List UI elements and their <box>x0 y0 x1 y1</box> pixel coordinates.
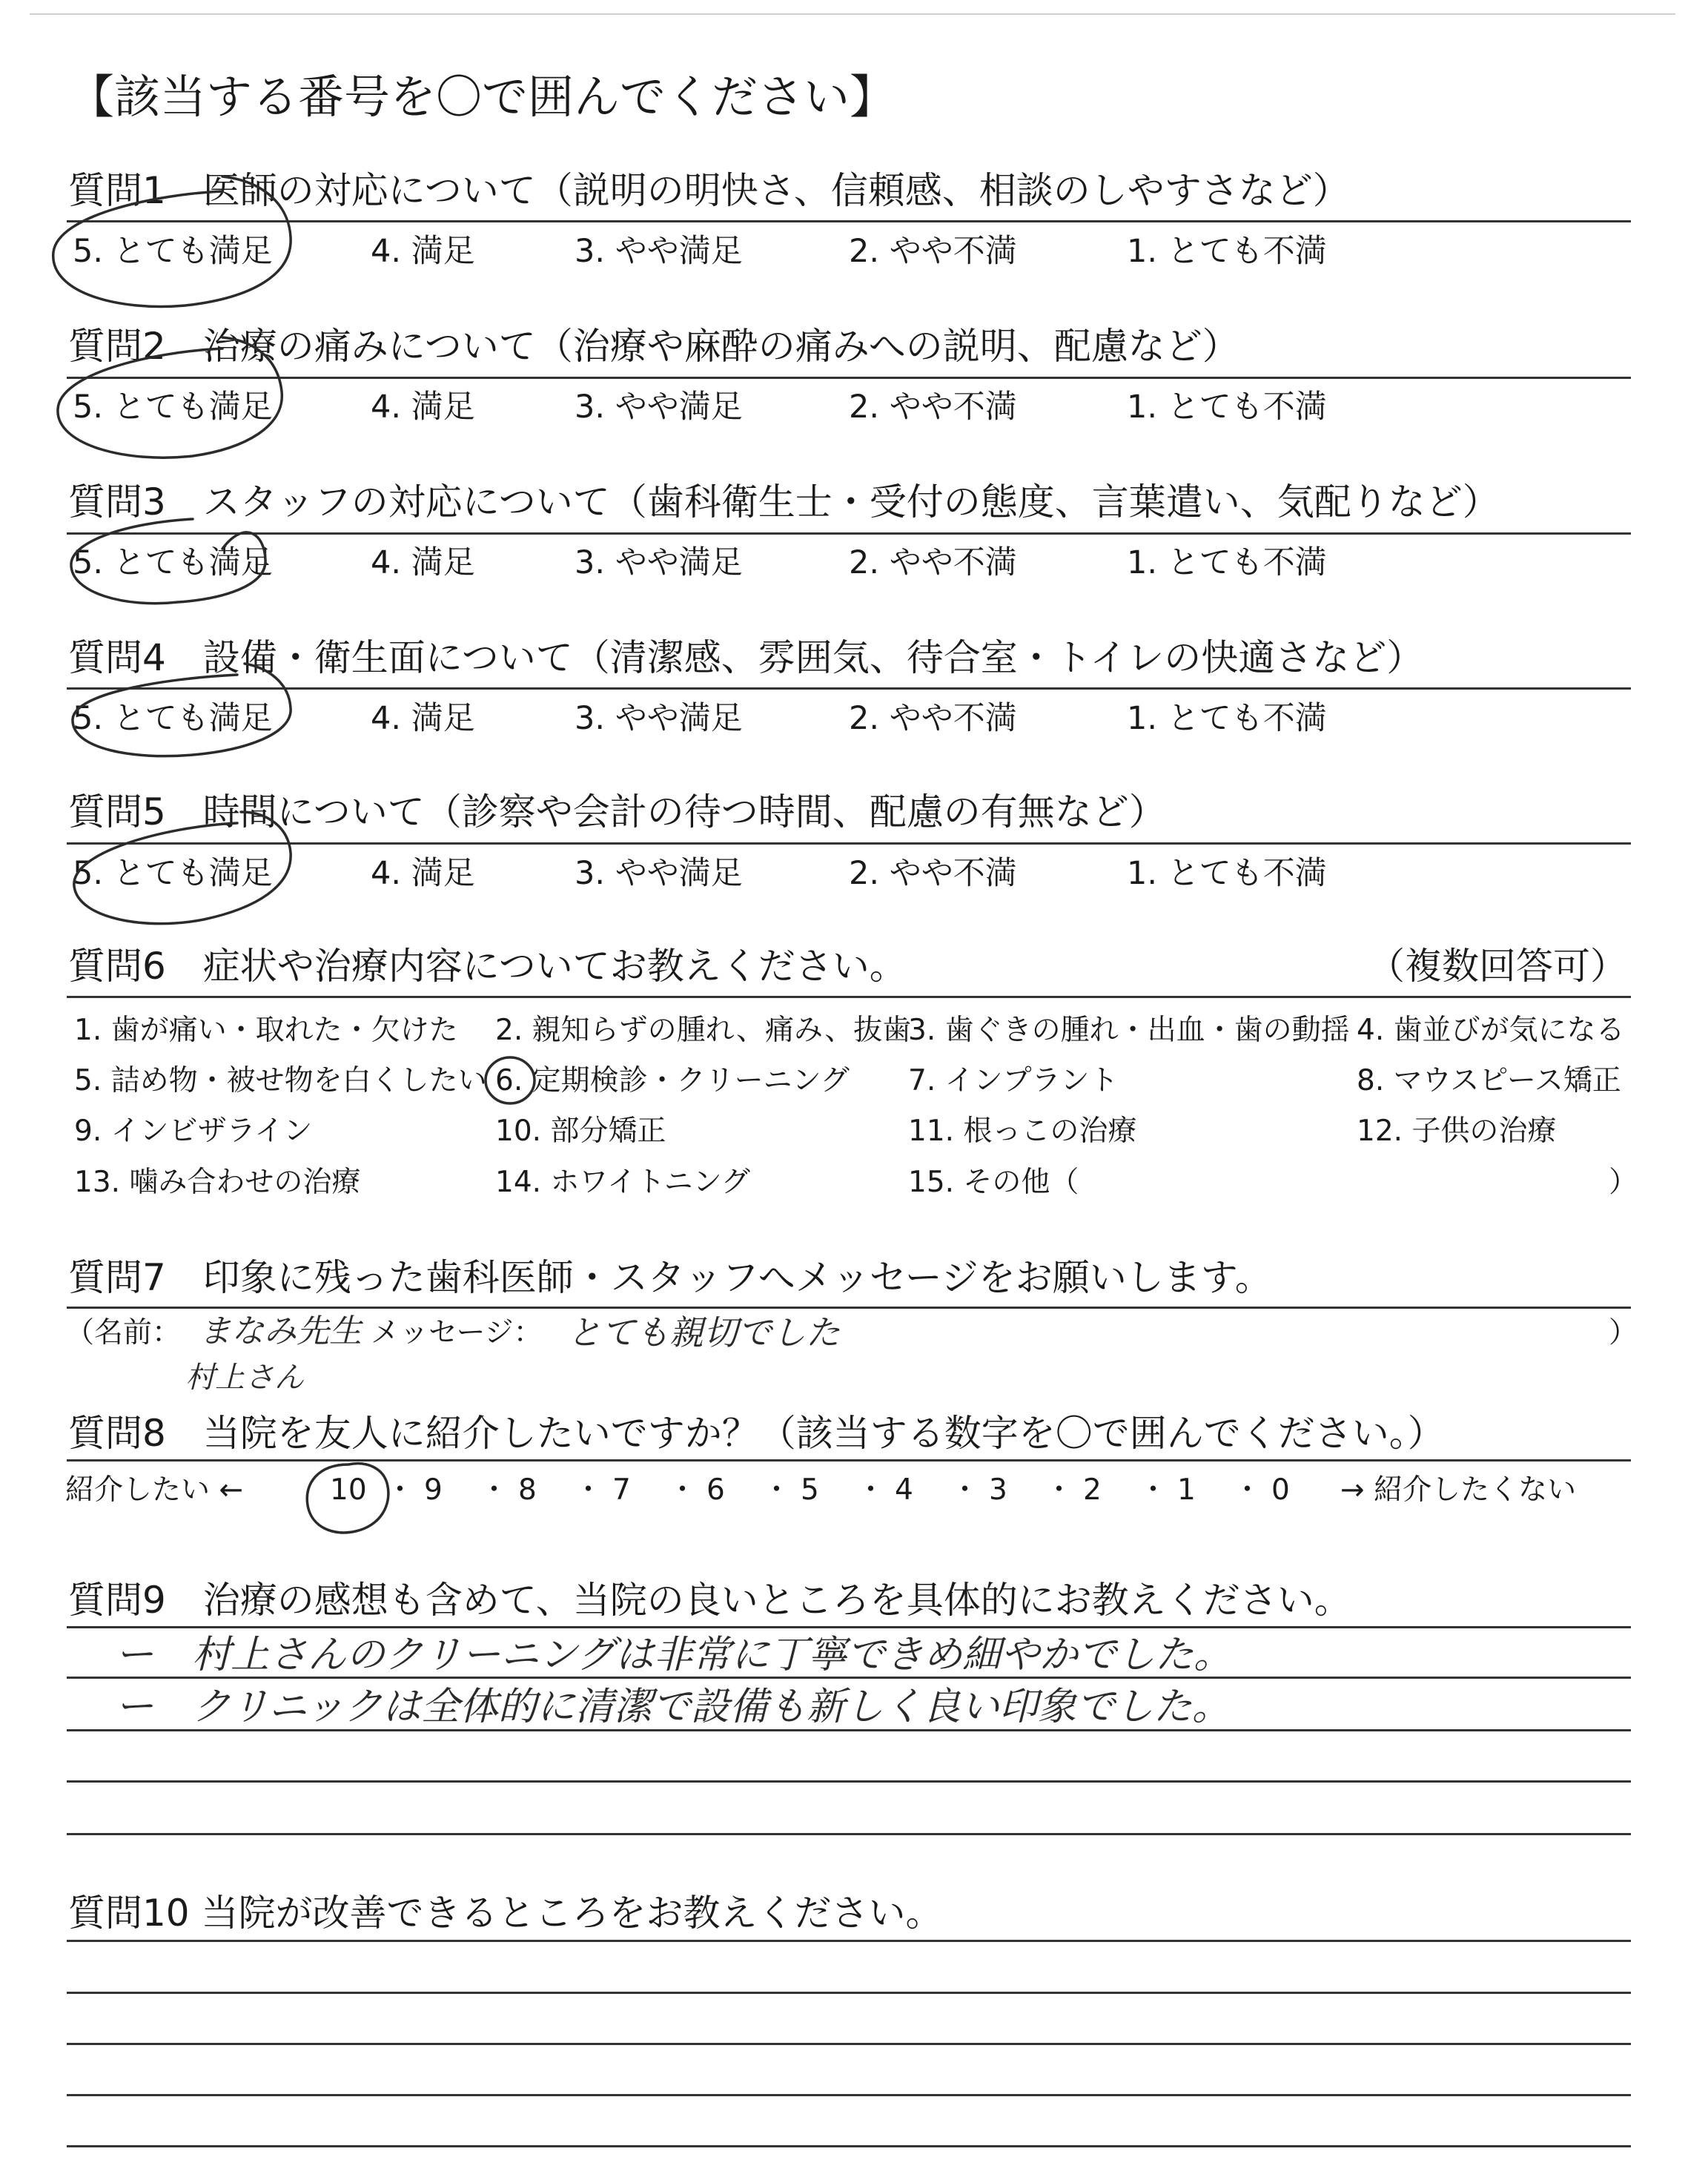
q6-item-1[interactable]: 1. 歯が痛い・取れた・欠けた <box>74 1014 458 1047</box>
q6-item-11[interactable]: 11. 根っこの治療 <box>908 1114 1137 1148</box>
q10-line-1 <box>67 1940 1631 1942</box>
q4-option-1[interactable]: 1. とても不満 <box>1127 700 1327 737</box>
q6-item-2[interactable]: 2. 親知らずの腫れ、痛み、抜歯 <box>495 1014 912 1047</box>
question-2-rule <box>67 377 1631 379</box>
q7-close: ） <box>1609 1316 1638 1350</box>
q6-item-6[interactable]: 6. 定期検診・クリーニング <box>495 1064 850 1097</box>
q8-scale-7[interactable]: 7 <box>612 1473 631 1507</box>
q7-name-label: （名前： <box>65 1316 182 1350</box>
q6-item-8[interactable]: 8. マウスピース矯正 <box>1357 1064 1621 1097</box>
q6-item-14[interactable]: 14. ホワイトニング <box>495 1166 750 1199</box>
q9-line-1 <box>67 1626 1631 1628</box>
q6-item-10[interactable]: 10. 部分矯正 <box>495 1114 666 1148</box>
q8-scale-3[interactable]: 3 <box>989 1473 1007 1507</box>
q8-scale-separator: ・ <box>1233 1473 1262 1507</box>
q8-scale-separator: ・ <box>762 1473 792 1507</box>
q6-item-4[interactable]: 4. 歯並びが気になる <box>1357 1014 1625 1047</box>
q1-option-2[interactable]: 2. やや不満 <box>849 233 1017 270</box>
q5-option-2[interactable]: 2. やや不満 <box>849 855 1017 892</box>
q8-scale-9[interactable]: 9 <box>424 1473 443 1507</box>
question-5-title: 質問5 時間について（診察や会計の待つ時間、配慮の有無など） <box>68 790 1166 833</box>
question-1-title: 質問1 医師の対応について（説明の明快さ、信頼感、相談のしやすさなど） <box>68 169 1350 212</box>
question-6-title: 質問6 症状や治療内容についてお教えください。 <box>68 945 907 988</box>
q8-scale-separator: ・ <box>1139 1473 1168 1507</box>
q6-item-3[interactable]: 3. 歯ぐきの腫れ・出血・歯の動揺 <box>908 1014 1350 1047</box>
q6-item-9[interactable]: 9. インビザライン <box>74 1114 313 1148</box>
q8-scale-8[interactable]: 8 <box>518 1473 537 1507</box>
q5-option-1[interactable]: 1. とても不満 <box>1127 855 1327 892</box>
q8-scale-0[interactable]: 0 <box>1271 1473 1290 1507</box>
q6-item-7[interactable]: 7. インプラント <box>908 1064 1119 1097</box>
question-2-title: 質問2 治療の痛みについて（治療や麻酔の痛みへの説明、配慮など） <box>68 325 1239 368</box>
question-10-title: 質問10 当院が改善できるところをお教えください。 <box>68 1892 943 1935</box>
q8-left-label: 紹介したい ← <box>65 1473 244 1507</box>
q3-option-4[interactable]: 4. 満足 <box>371 544 475 581</box>
question-4-title: 質問4 設備・衛生面について（清潔感、雰囲気、待合室・トイレの快適さなど） <box>68 636 1424 679</box>
q9-answer-1[interactable]: ー 村上さんのクリーニングは非常に丁寧できめ細やかでした。 <box>115 1633 1232 1677</box>
q4-option-5[interactable]: 5. とても満足 <box>73 700 273 737</box>
q2-option-4[interactable]: 4. 満足 <box>371 389 475 426</box>
q2-option-3[interactable]: 3. やや満足 <box>575 389 743 426</box>
q1-option-5[interactable]: 5. とても満足 <box>73 233 273 270</box>
q3-option-3[interactable]: 3. やや満足 <box>575 544 743 581</box>
q1-option-3[interactable]: 3. やや満足 <box>575 233 743 270</box>
question-8-rule <box>67 1459 1631 1462</box>
q7-name-value-1[interactable]: まなみ先生 <box>199 1312 362 1350</box>
q9-line-3 <box>67 1729 1631 1731</box>
q7-message-value[interactable]: とても親切でした <box>567 1312 840 1353</box>
q3-option-1[interactable]: 1. とても不満 <box>1127 544 1327 581</box>
question-9-title: 質問9 治療の感想も含めて、当院の良いところを具体的にお教えください。 <box>68 1579 1351 1622</box>
q3-option-2[interactable]: 2. やや不満 <box>849 544 1017 581</box>
q8-scale-5[interactable]: 5 <box>801 1473 819 1507</box>
q8-scale-separator: ・ <box>385 1473 415 1507</box>
question-7-title: 質問7 印象に残った歯科医師・スタッフへメッセージをお願いします。 <box>68 1256 1272 1299</box>
question-3-rule <box>67 532 1631 535</box>
q6-item-12[interactable]: 12. 子供の治療 <box>1357 1114 1557 1148</box>
question-7-rule <box>67 1307 1631 1309</box>
q10-line-4 <box>67 2094 1631 2096</box>
q4-option-2[interactable]: 2. やや不満 <box>849 700 1017 737</box>
page-title: 【該当する番号を〇で囲んでください】 <box>68 70 896 124</box>
q9-answer-2[interactable]: ー クリニックは全体的に清潔で設備も新しく良い印象でした。 <box>115 1685 1231 1729</box>
q1-option-4[interactable]: 4. 満足 <box>371 233 475 270</box>
q8-scale-2[interactable]: 2 <box>1083 1473 1102 1507</box>
q8-scale-separator: ・ <box>950 1473 980 1507</box>
q8-scale-separator: ・ <box>1045 1473 1074 1507</box>
q6-item-5[interactable]: 5. 詰め物・被せ物を白くしたい <box>74 1064 487 1097</box>
q6-item-13[interactable]: 13. 噛み合わせの治療 <box>74 1166 361 1199</box>
q6-item-15-close: ） <box>1609 1166 1638 1199</box>
q2-option-2[interactable]: 2. やや不満 <box>849 389 1017 426</box>
question-1-rule <box>67 220 1631 222</box>
q8-scale-6[interactable]: 6 <box>706 1473 725 1507</box>
q5-option-4[interactable]: 4. 満足 <box>371 855 475 892</box>
q1-option-1[interactable]: 1. とても不満 <box>1127 233 1327 270</box>
q9-line-5 <box>67 1833 1631 1835</box>
question-3-title: 質問3 スタッフの対応について（歯科衛生士・受付の態度、言葉遣い、気配りなど） <box>68 480 1500 524</box>
q9-line-4 <box>67 1780 1631 1783</box>
q8-scale-separator: ・ <box>574 1473 603 1507</box>
q2-option-1[interactable]: 1. とても不満 <box>1127 389 1327 426</box>
q6-item-15[interactable]: 15. その他（ <box>908 1166 1079 1199</box>
q3-option-5[interactable]: 5. とても満足 <box>73 544 273 581</box>
question-4-rule <box>67 687 1631 690</box>
q4-option-4[interactable]: 4. 満足 <box>371 700 475 737</box>
q8-scale-separator: ・ <box>668 1473 698 1507</box>
scan-edge-line <box>30 13 1675 15</box>
q5-option-5[interactable]: 5. とても満足 <box>73 855 273 892</box>
q10-line-2 <box>67 1992 1631 1994</box>
q5-option-3[interactable]: 3. やや満足 <box>575 855 743 892</box>
question-5-rule <box>67 842 1631 845</box>
q8-scale-separator: ・ <box>480 1473 509 1507</box>
q10-line-5 <box>67 2145 1631 2147</box>
q10-line-3 <box>67 2043 1631 2045</box>
q7-message-label: メッセージ： <box>371 1316 543 1350</box>
q8-right-label: → 紹介したくない <box>1340 1473 1577 1507</box>
q8-scale-1[interactable]: 1 <box>1177 1473 1196 1507</box>
q9-line-2 <box>67 1677 1631 1679</box>
q8-scale-10[interactable]: 10 <box>330 1473 367 1507</box>
q7-name-value-2[interactable]: 村上さん <box>185 1361 304 1395</box>
question-6-note: （複数回答可） <box>1368 945 1627 988</box>
q8-scale-separator: ・ <box>856 1473 886 1507</box>
question-8-title: 質問8 当院を友人に紹介したいですか？（該当する数字を〇で囲んでください。） <box>68 1412 1445 1455</box>
question-6-rule <box>67 996 1631 998</box>
q2-option-5[interactable]: 5. とても満足 <box>73 389 273 426</box>
q8-scale-4[interactable]: 4 <box>895 1473 913 1507</box>
q4-option-3[interactable]: 3. やや満足 <box>575 700 743 737</box>
